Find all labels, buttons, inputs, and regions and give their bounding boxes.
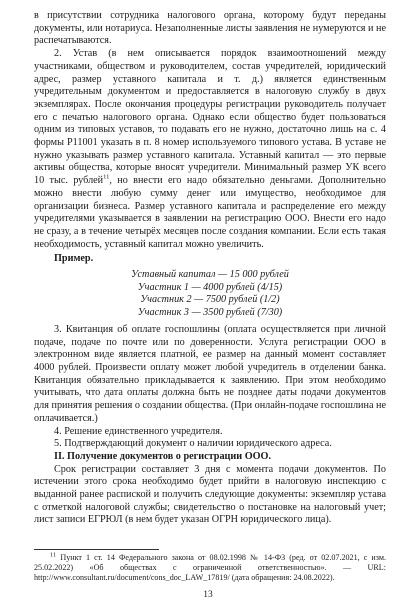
paragraph-charter bbox=[34, 48, 386, 251]
footnote bbox=[34, 553, 386, 584]
page-number: 13 bbox=[203, 590, 213, 600]
footnote-divider bbox=[34, 549, 159, 550]
paragraph-registration-term: Срок регистрации составляет 3 дня с момента подачи документов. По истечении этого срока необходимо будет прийти в налоговую инспекцию с выданной ранее распиской и получить следующие документы: экземпляр устава с отметкой налоговой службы; свидетельство о постановке на налоговый учет; лист записи ЕГРЮЛ (в нем будет указан ОГРН юридического лица). bbox=[34, 463, 386, 526]
example-line: Участник 3 — 3500 рублей (7/30) bbox=[137, 307, 283, 319]
paragraph-receipt: 3. Квитанция об оплате госпошлины (оплата осуществляется при личной подаче, подаче по почте или по доверенности. Услуга регистрации ООО в электронном виде является платной, ее размер на данный момент составляет 4000 рублей. Произвести оплату может любой учредитель в отделении банка. Квитанция обязательно прикладывается к заявлению. При этом необходимо учитывать, что дата оплаты должна быть не позднее даты подачи документов для принятия решения о создании общества. (При онлайн-подаче госпошлина не оплачивается.) bbox=[34, 323, 387, 424]
paragraph-decision: 4. Решение единственного учредителя. bbox=[54, 425, 223, 437]
section-title: II. Получение документов о регистрации ООО. bbox=[54, 450, 272, 462]
footnote-mark: 11 bbox=[50, 551, 57, 559]
footnote-ref[interactable]: 11 bbox=[103, 173, 110, 181]
paragraph-continuation: в присутствии сотрудника налогового органа, которому будут переданы документы, или нотариуса. Незаполненные листы заявления не нумеруются и не распечатываются. bbox=[34, 10, 386, 47]
example-block bbox=[34, 269, 386, 320]
paragraph-address: 5. Подтверждающий документ о наличии юридического адреса. bbox=[54, 438, 332, 450]
paragraph-charter-text-end: , но внести его надо обязательно деньгами. Дополнительно можно внести любую сумму денег или имущество, необходимое для организации бизнеса. Размер уставного капитала и распределение его между учредителями указывается в заявлении на регистрацию ООО. Внести его надо не сразу, а в течение четырёх месяцев после создания компании. Если есть такая необходимость, уставный капитал можно увеличить. bbox=[34, 175, 386, 250]
example-title: Пример. bbox=[54, 253, 94, 265]
paragraph-charter-text: 2. Устав (в нем описывается порядок взаимоотношений между участниками, обществом и руководителем, состав учредителей, юридический адрес, размер уставного капитала и т. д.) является единственным учредительным документом и предоставляется в налоговую службу в двух экземплярах. После окончания процедуры регистрации руководитель получает его с печатью налогового органа. Однако если общество будет пользоваться одним из типовых уставов, то подавать его не нужно, достаточно лишь на с. 4 формы Р11001 указать в п. 8 номер используемого типового устава. В уставе не нужно указывать размер уставного капитала. Уставный капитал — это первые активы общества, которые вносят учредители. Минимальный размер УК всего 10 тыс. рублей bbox=[34, 48, 386, 187]
example-line: Участник 2 — 7500 рублей (1/2) bbox=[140, 294, 280, 306]
example-line: Уставный капитал — 15 000 рублей bbox=[131, 269, 289, 281]
footnote-text: Пункт 1 ст. 14 Федерального закона от 08.02.1998 № 14-ФЗ (ред. от 02.07.2021, с изм. 25.02.2022) «Об обществах с ограниченной ответственностью». — URL: http://www.consultant.ru/document/cons_doc_LAW_17819/ (дата обращения: 24.08.2022). bbox=[34, 553, 386, 583]
example-line: Участник 1 — 4000 рублей (4/15) bbox=[137, 281, 283, 293]
